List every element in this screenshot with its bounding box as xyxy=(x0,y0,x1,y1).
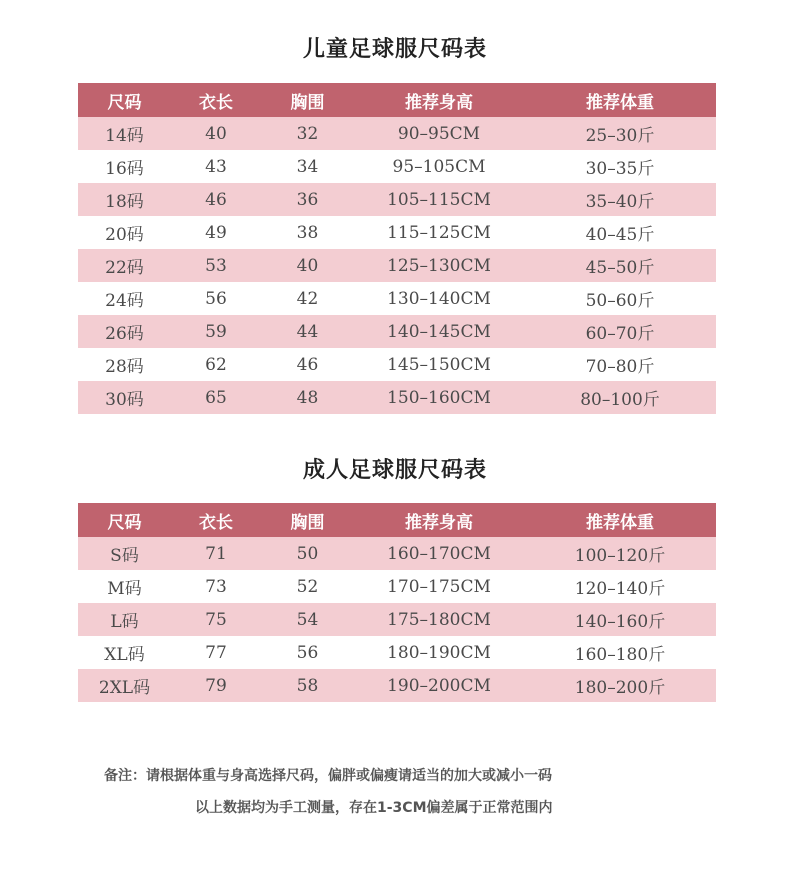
cell-chest: 42 xyxy=(296,288,319,309)
header-size: 尺码 xyxy=(107,92,142,113)
table-row xyxy=(78,282,716,315)
cell-weight: 80–100斤 xyxy=(580,390,660,410)
cell-chest: 58 xyxy=(296,675,319,696)
cell-height: 130–140CM xyxy=(387,288,491,309)
cell-height: 105–115CM xyxy=(387,189,491,210)
cell-size: XL码 xyxy=(104,645,145,665)
cell-length: 71 xyxy=(205,543,227,564)
cell-height: 180–190CM xyxy=(387,642,491,663)
note-line-1: 备注：请根据体重与身高选择尺码，偏胖或偏瘦请适当的加大或减小一码 xyxy=(104,768,552,784)
cell-size: 2XL码 xyxy=(98,678,151,698)
cell-length: 43 xyxy=(205,156,227,177)
table-header-row xyxy=(78,503,716,537)
cell-length: 40 xyxy=(205,123,227,144)
cell-length: 62 xyxy=(205,354,227,375)
cell-weight: 160–180斤 xyxy=(574,645,666,665)
cell-length: 77 xyxy=(205,642,227,663)
cell-height: 190–200CM xyxy=(387,675,491,696)
cell-height: 125–130CM xyxy=(387,255,491,276)
cell-length: 53 xyxy=(205,255,227,276)
adults-table-title: 成人足球服尺码表 xyxy=(302,458,487,483)
cell-length: 59 xyxy=(205,321,227,342)
table-row xyxy=(78,669,716,702)
cell-length: 46 xyxy=(205,189,227,210)
cell-weight: 70–80斤 xyxy=(585,357,655,377)
cell-weight: 40–45斤 xyxy=(585,225,655,245)
cell-size: 26码 xyxy=(105,324,144,344)
cell-chest: 56 xyxy=(296,642,319,663)
cell-weight: 35–40斤 xyxy=(585,192,655,212)
cell-size: 20码 xyxy=(105,225,144,245)
header-length: 衣长 xyxy=(199,92,233,113)
table-row xyxy=(78,570,716,603)
table-row xyxy=(78,183,716,216)
cell-chest: 32 xyxy=(296,123,319,144)
cell-chest: 38 xyxy=(296,222,319,243)
header-chest: 胸围 xyxy=(290,512,325,533)
cell-chest: 36 xyxy=(296,189,319,210)
table-row xyxy=(78,216,716,249)
cell-length: 49 xyxy=(205,222,227,243)
header-height: 推荐身高 xyxy=(405,92,473,113)
table-row xyxy=(78,603,716,636)
cell-weight: 120–140斤 xyxy=(574,579,666,599)
table-row xyxy=(78,150,716,183)
cell-chest: 46 xyxy=(296,354,319,375)
cell-height: 95–105CM xyxy=(392,156,486,177)
note-line-2: 以上数据均为手工测量，存在1-3CM偏差属于正常范围内 xyxy=(195,800,553,816)
cell-chest: 52 xyxy=(296,576,319,597)
table-row xyxy=(78,636,716,669)
cell-size: 16码 xyxy=(105,159,144,179)
cell-weight: 30–35斤 xyxy=(585,159,655,179)
cell-weight: 50–60斤 xyxy=(585,291,655,311)
cell-chest: 54 xyxy=(296,609,319,630)
cell-size: 14码 xyxy=(105,126,144,146)
cell-length: 65 xyxy=(205,387,227,408)
table-row xyxy=(78,117,716,150)
cell-size: 18码 xyxy=(105,192,144,212)
cell-length: 79 xyxy=(205,675,227,696)
cell-chest: 48 xyxy=(296,387,319,408)
cell-chest: 34 xyxy=(296,156,319,177)
cell-height: 160–170CM xyxy=(387,543,491,564)
cell-length: 75 xyxy=(205,609,227,630)
table-row xyxy=(78,348,716,381)
cell-weight: 45–50斤 xyxy=(585,258,655,278)
cell-size: 28码 xyxy=(105,357,144,377)
header-weight: 推荐体重 xyxy=(586,92,654,113)
header-length: 衣长 xyxy=(199,512,233,533)
header-height: 推荐身高 xyxy=(405,512,473,533)
cell-weight: 100–120斤 xyxy=(574,546,666,566)
cell-height: 175–180CM xyxy=(387,609,491,630)
cell-weight: 25–30斤 xyxy=(585,126,655,146)
cell-size: 24码 xyxy=(105,291,144,311)
cell-chest: 50 xyxy=(296,543,319,564)
cell-weight: 180–200斤 xyxy=(574,678,666,698)
cell-height: 115–125CM xyxy=(387,222,491,243)
table-header-row xyxy=(78,83,716,117)
cell-height: 170–175CM xyxy=(387,576,491,597)
table-row xyxy=(78,249,716,282)
table-row xyxy=(78,315,716,348)
header-weight: 推荐体重 xyxy=(586,512,654,533)
cell-size: 30码 xyxy=(105,390,144,410)
header-size: 尺码 xyxy=(107,512,142,533)
cell-length: 73 xyxy=(205,576,227,597)
cell-height: 90–95CM xyxy=(397,123,481,144)
cell-size: S码 xyxy=(110,546,139,566)
cell-weight: 140–160斤 xyxy=(574,612,666,632)
table-row xyxy=(78,381,716,414)
cell-size: 22码 xyxy=(105,258,144,278)
cell-height: 150–160CM xyxy=(387,387,491,408)
cell-length: 56 xyxy=(205,288,227,309)
cell-size: M码 xyxy=(107,579,142,599)
cell-height: 140–145CM xyxy=(387,321,491,342)
adults-size-table xyxy=(78,503,716,702)
table-row xyxy=(78,537,716,570)
cell-height: 145–150CM xyxy=(387,354,491,375)
header-chest: 胸围 xyxy=(290,92,325,113)
kids-size-table xyxy=(78,83,716,414)
cell-size: L码 xyxy=(110,612,139,632)
cell-weight: 60–70斤 xyxy=(585,324,655,344)
cell-chest: 44 xyxy=(296,321,319,342)
kids-table-title: 儿童足球服尺码表 xyxy=(302,37,487,62)
cell-chest: 40 xyxy=(296,255,319,276)
